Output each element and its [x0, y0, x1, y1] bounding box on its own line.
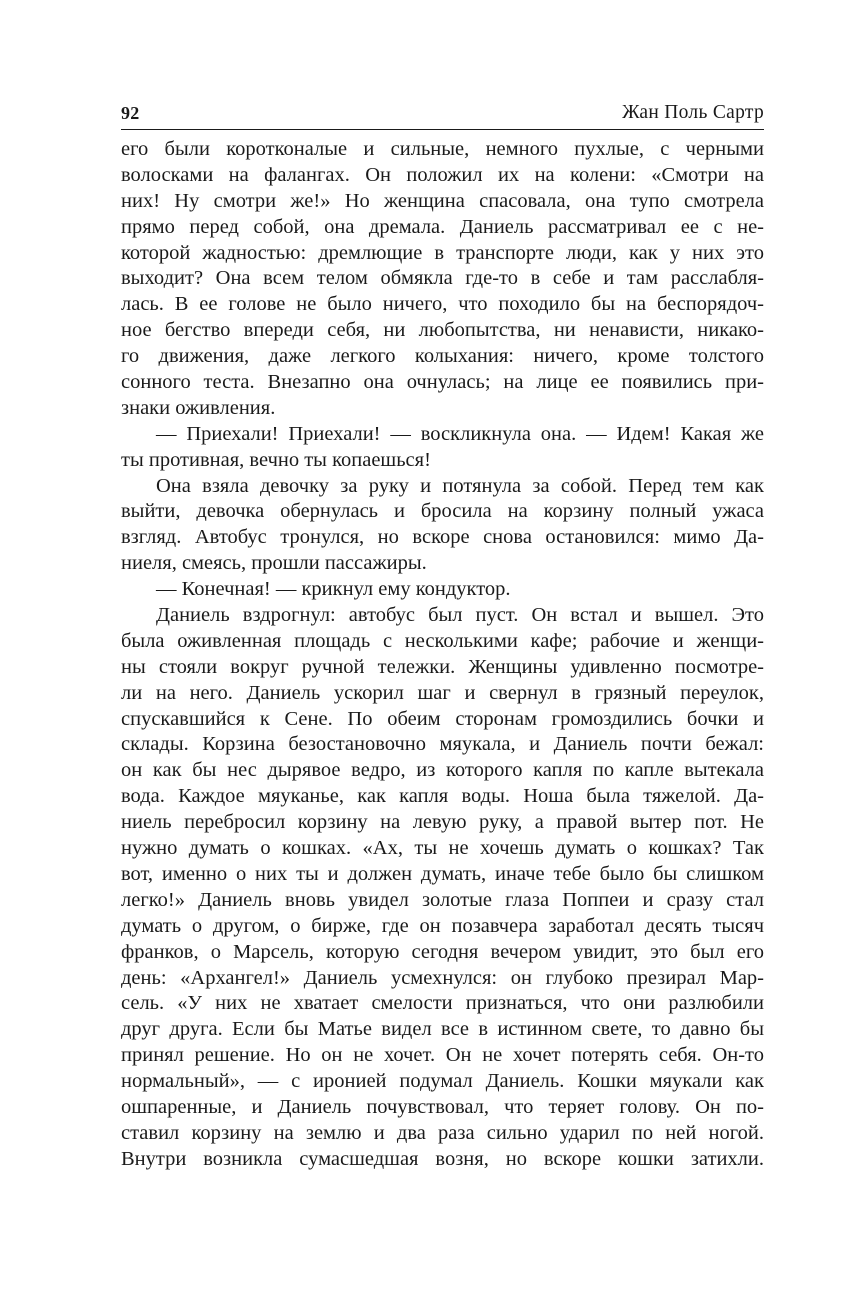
text-line: день: «Архангел!» Даниель усмехнулся: он глубоко презирал Мар-	[121, 966, 764, 989]
text-line: ли на него. Даниель ускорил шаг и свернул в грязный переулок,	[121, 681, 764, 704]
text-line: — Конечная! — крикнул ему кондуктор.	[156, 578, 511, 601]
text-line: ниель перебросил корзину на левую руку, а правой вытер пот. Не	[121, 811, 764, 834]
text-line: его были коротконалые и сильные, немного пухлые, с черными	[121, 138, 764, 160]
text-line: взгляд. Автобус тронулся, но вскоре снова остановился: мимо Да-	[121, 526, 764, 549]
text-line: ны стояли вокруг ручной тележки. Женщины удивленно посмотре-	[121, 655, 764, 678]
text-line: выйти, девочка обернулась и бросила на корзину полный ужаса	[121, 500, 764, 523]
header-rule	[121, 129, 764, 130]
running-header	[121, 98, 764, 128]
text-line: вот, именно о них ты и должен думать, иначе тебе было бы слишком	[121, 862, 764, 885]
text-line: Она взяла девочку за руку и потянула за собой. Перед тем как	[156, 474, 764, 497]
page-number: 92	[121, 103, 140, 123]
text-line: спускавшийся к Сене. По обеим сторонам громоздились бочки и	[121, 707, 764, 730]
text-line: лась. В ее голове не было ничего, что походило бы на беспорядоч-	[121, 293, 764, 316]
paragraph	[121, 603, 764, 1173]
text-line: сель. «У них не хватает смелости признаться, что они разлюбили	[121, 992, 764, 1015]
text-line: вода. Каждое мяуканье, как капля воды. Ноша была тяжелой. Да-	[121, 785, 764, 808]
text-line: нормальный», — с иронией подумал Даниель. Кошки мяукали как	[121, 1070, 764, 1093]
book-page	[121, 98, 764, 1173]
text-line: ставил корзину на землю и два раза сильно ударил по ней ногой.	[121, 1121, 764, 1144]
text-line: знаки оживления.	[121, 396, 276, 419]
text-line: была оживленная площадь с несколькими кафе; рабочие и женщи-	[121, 629, 764, 652]
text-line: волосками на фалангах. Он положил их на колени: «Смотри на	[121, 163, 764, 186]
running-title: Жан Поль Сартр	[622, 102, 764, 123]
text-line: прямо перед собой, она дремала. Даниель рассматривал ее с не-	[121, 215, 764, 238]
text-line: выходит? Она всем телом обмякла где-то в себе и там расслабля-	[121, 267, 764, 290]
text-line: Внутри возникла сумасшедшая возня, но вскоре кошки затихли.	[121, 1147, 764, 1170]
text-line: го движения, даже легкого колыхания: ничего, кроме толстого	[121, 345, 764, 368]
body-text	[121, 137, 764, 1173]
text-line: — Приехали! Приехали! — воскликнула она. — Идем! Какая же	[156, 422, 764, 445]
paragraph	[121, 422, 764, 474]
text-line: них! Ну смотри же!» Но женщина спасовала, она тупо смотрела	[121, 189, 764, 212]
text-line: франков, о Марсель, которую сегодня вечером увидит, это был его	[121, 940, 764, 963]
text-line: ниеля, смеясь, прошли пассажиры.	[121, 552, 427, 575]
text-line: принял решение. Но он не хочет. Он не хочет потерять себя. Он-то	[121, 1044, 764, 1067]
paragraph	[121, 474, 764, 578]
text-line: легко!» Даниель вновь увидел золотые глаза Поппеи и сразу стал	[121, 888, 764, 911]
text-line: склады. Корзина безостановочно мяукала, и Даниель почти бежал:	[121, 733, 764, 756]
text-line: ошпаренные, и Даниель почувствовал, что теряет голову. Он по-	[121, 1095, 764, 1118]
text-line: он как бы нес дырявое ведро, из которого капля по капле вытекала	[121, 759, 764, 782]
text-line: Даниель вздрогнул: автобус был пуст. Он встал и вышел. Это	[156, 604, 764, 627]
text-line: ное бегство впереди себя, ни любопытства, ни ненависти, никако-	[121, 319, 764, 342]
text-line: думать о другом, о бирже, где он позавчера заработал десять тысяч	[121, 914, 764, 937]
text-line: ты противная, вечно ты копаешься!	[121, 448, 431, 471]
text-line: друг друга. Если бы Матье видел все в истинном свете, то давно бы	[121, 1018, 764, 1041]
text-line: нужно думать о кошках. «Ах, ты не хочешь думать о кошках? Так	[121, 837, 764, 860]
text-line: которой жадностью: дремлющие в транспорте люди, как у них это	[121, 241, 764, 264]
paragraph	[121, 137, 764, 422]
text-line: сонного теста. Внезапно она очнулась; на лице ее появились при-	[121, 371, 764, 394]
paragraph	[121, 577, 764, 603]
